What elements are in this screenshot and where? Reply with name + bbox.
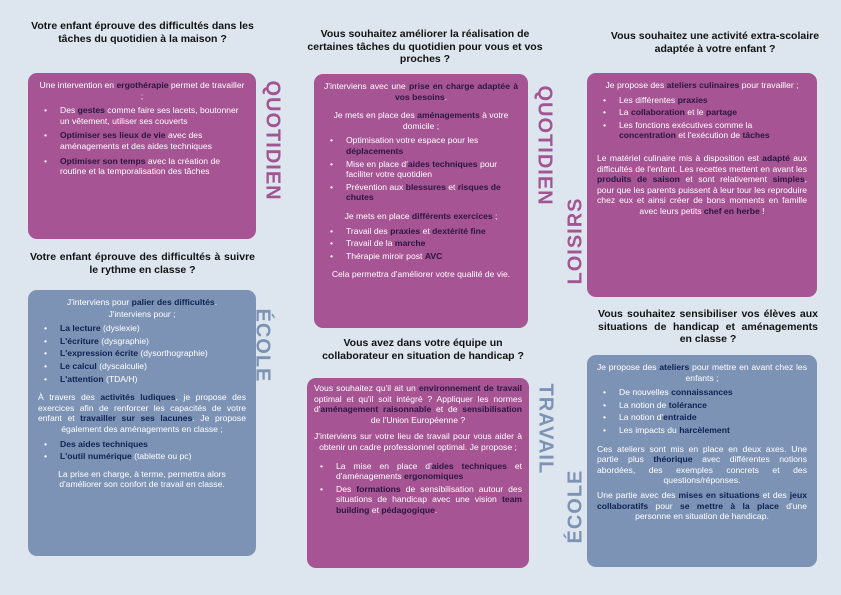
paragraph: Vous souhaitez qu'il ait un environnement de travail optimal et qu'il soit intégré ? Appliquer les normes d'aménagement raisonnable et de sensibilisation de l'Union Européenne ? xyxy=(314,383,522,425)
side-label-loisirs: LOISIRS xyxy=(564,197,587,285)
side-label-ecole: ÉCOLE xyxy=(564,469,587,544)
list-item: • Les fonctions exécutives comme la concentration et l'exécution de tâches xyxy=(597,120,807,141)
paragraph: Ces ateliers sont mis en place en deux axes. Une partie plus théorique avec différentes notions abordées, des exemples concrets et des questions/réponses. xyxy=(597,443,807,486)
list-item: • La lecture (dyslexie) xyxy=(38,323,246,334)
list xyxy=(324,135,518,203)
list-item: • Mise en place d'aides techniques pour faciliter votre quotidien xyxy=(324,159,518,180)
list xyxy=(38,439,246,462)
box-daily-child xyxy=(28,73,256,239)
list-item: • Thérapie miroir post AVC xyxy=(324,251,518,262)
list xyxy=(38,323,246,384)
box-daily-adult xyxy=(314,74,528,328)
list-item: • La notion d'entraide xyxy=(597,412,807,423)
paragraph: Le matériel culinaire mis à disposition est adapté aux difficultés de l'enfant. Les recettes mettent en avant les produits de saison et sont relativement simples, pour que les parents puissent à leur tour les reproduire chez eux et ainsi créer de bons moments en famille avec leurs petits chef en herbe ! xyxy=(597,152,807,216)
intro2: J'interviens pour ; xyxy=(108,308,176,319)
list-item: • Les impacts du harcèlement xyxy=(597,425,807,436)
list-item: • Prévention aux blessures et risques de chutes xyxy=(324,182,518,203)
question-leisure: Vous souhaitez une activité extra-scolaire adaptée à votre enfant ? xyxy=(610,30,820,55)
list xyxy=(597,95,807,141)
box-school-child xyxy=(28,290,256,556)
list-item: • Des gestes comme faire ses lacets, boutonner un vêtement, utiliser ses couverts xyxy=(38,105,246,126)
list-item: • L'attention (TDA/H) xyxy=(38,374,246,385)
intro: Je propose des ateliers culinaires pour travailler ; xyxy=(605,80,799,90)
intro: Une intervention en ergothérapie permet de travailler ; xyxy=(39,80,245,101)
list-item: • L'outil numérique (tablette ou pc) xyxy=(38,451,246,462)
list xyxy=(38,105,246,177)
paragraph: Une partie avec des mises en situations et des jeux collaboratifs pour se mettre à la place d'une personne en situation de handicap. xyxy=(597,489,807,522)
box-work xyxy=(307,378,529,568)
list-item: • Travail des praxies et dextérité fine xyxy=(324,226,518,237)
list-item: • La notion de tolérance xyxy=(597,400,807,411)
paragraph: À travers des activités ludiques, je propose des exercices afin de renforcer les capacités de votre enfant et travailler sur ses lacunes. Je propose également des aménagements en classe ; xyxy=(38,392,246,434)
list-item: • La mise en place d'aides techniques et d'aménagements ergonomiques xyxy=(314,461,522,482)
list-item: • Des formations de sensibilisation autour des situations de handicap avec une vision team building et pédagogique. xyxy=(314,484,522,516)
list-item: • Optimiser ses lieux de vie avec des aménagements et des aides techniques xyxy=(38,130,246,151)
intro: J'interviens pour palier des difficultés. xyxy=(66,297,218,307)
list xyxy=(324,226,518,262)
question-work: Vous avez dans votre équipe un collaborateur en situation de handicap ? xyxy=(322,337,524,362)
question-school-teacher: Vous souhaitez sensibiliser vos élèves aux situations de handicap et aménagements en classe ? xyxy=(598,308,818,345)
box-school-teacher xyxy=(587,355,817,567)
list xyxy=(314,461,522,516)
list xyxy=(597,387,807,435)
closing: Cela permettra d'améliorer votre qualité de vie. xyxy=(331,269,511,280)
paragraph: J'interviens sur votre lieu de travail pour vous aider à obtenir un cadre professionnel optimal. Je propose ; xyxy=(314,431,522,452)
list-item: • De nouvelles connaissances xyxy=(597,387,807,398)
intro2: Je mets en place des aménagements à votre domicile ; xyxy=(333,110,509,131)
list-item: • Les différentes praxies xyxy=(597,95,807,106)
side-label-quotidien: QUOTIDIEN xyxy=(533,85,556,206)
side-label-travail: TRAVAIL xyxy=(534,383,557,475)
question-school-child: Votre enfant éprouve des difficultés à suivre le rythme en classe ? xyxy=(30,251,255,276)
intro3: Je mets en place différents exercices ; xyxy=(344,210,498,221)
list-item: • L'expression écrite (dysorthographie) xyxy=(38,348,246,359)
question-daily-child: Votre enfant éprouve des difficultés dans les tâches du quotidien à la maison ? xyxy=(31,20,254,45)
list-item: • L'écriture (dysgraphie) xyxy=(38,336,246,347)
list-item: • La collaboration et le partage xyxy=(597,107,807,118)
box-leisure xyxy=(587,73,817,297)
side-label-quotidien: QUOTIDIEN xyxy=(261,80,284,201)
closing: La prise en charge, à terme, permettra alors d'améliorer son confort de travail en classe. xyxy=(58,468,226,490)
list-item: • Optimiser son temps avec la création de routine et la temporalisation des tâches xyxy=(38,156,246,177)
side-label-ecole: ÉCOLE xyxy=(251,308,274,383)
list-item: • Des aides techniques xyxy=(38,439,246,450)
question-daily-adult: Vous souhaitez améliorer la réalisation de certaines tâches du quotidien pour vous et vos proches ? xyxy=(307,28,543,65)
list-item: • Travail de la marche xyxy=(324,238,518,249)
list-item: • Optimisation votre espace pour les déplacements xyxy=(324,135,518,156)
intro: Je propose des ateliers pour mettre en avant chez les enfants ; xyxy=(597,362,807,383)
intro: J'interviens avec une prise en charge adaptée à vos besoins. xyxy=(324,81,519,102)
list-item: • Le calcul (dyscalculie) xyxy=(38,361,246,372)
